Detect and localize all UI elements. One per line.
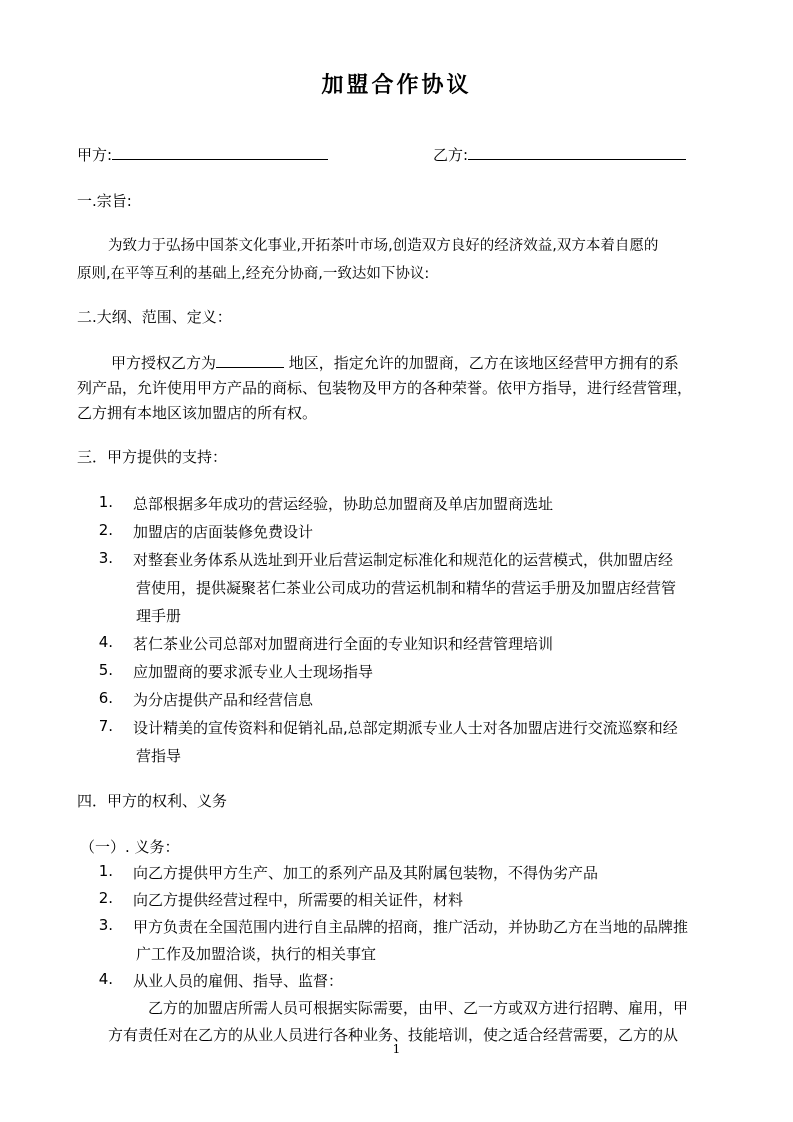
section-1-line: 原则,在平等互利的基础上,经充分协商,一致达如下协议: — [77, 266, 430, 282]
list-number: 7. — [98, 717, 113, 735]
page-number: 1 — [392, 1042, 401, 1056]
list-number: 4. — [98, 633, 113, 651]
list-number: 2. — [98, 521, 113, 539]
party-b-blank — [468, 145, 686, 160]
section-2-line — [111, 352, 679, 373]
list-number: 1. — [98, 493, 113, 511]
list-item: 甲方负责在全国范围内进行自主品牌的招商，推广活动，并协助乙方在当地的品牌推 — [133, 918, 689, 936]
section-2-heading: 二.大纲、范围、定义： — [77, 308, 232, 326]
list-item: 应加盟商的要求派专业人士现场指导 — [133, 663, 374, 681]
section-2-line: 乙方拥有本地区该加盟店的所有权。 — [77, 404, 318, 422]
list-item-continuation: 营指导 — [136, 747, 182, 765]
party-a-blank — [112, 145, 328, 160]
list-item-continuation: 理手册 — [136, 607, 182, 625]
list-number: 6. — [98, 689, 113, 707]
list-number: 5. — [98, 661, 113, 679]
region-blank — [216, 353, 284, 368]
party-a-label: 甲方: — [77, 146, 113, 164]
list-item: 总部根据多年成功的营运经验，协助总加盟商及单店加盟商选址 — [133, 495, 554, 513]
list-item: 向乙方提供经营过程中，所需要的相关证件，材料 — [133, 891, 464, 909]
list-item: 设计精美的宣传资料和促销礼品,总部定期派专业人士对各加盟店进行交流巡察和经 — [133, 719, 678, 737]
party-b-field — [433, 144, 686, 165]
paragraph-line: 方有责任对在乙方的从业人员进行各种业务、技能培训，使之适合经营需要，乙方的从 — [108, 1026, 679, 1044]
list-item: 向乙方提供甲方生产、加工的系列产品及其附属包装物，不得伪劣产品 — [133, 864, 599, 882]
list-number: 3. — [98, 916, 113, 934]
list-number: 4. — [98, 970, 113, 988]
list-item: 对整套业务体系从选址到开业后营运制定标准化和规范化的运营模式，供加盟店经 — [133, 551, 674, 569]
section-1-heading: 一.宗旨: — [77, 192, 132, 210]
section-2-line: 列产品，允许使用甲方产品的商标、包装物及甲方的各种荣誉。依甲方指导，进行经营管理， — [77, 379, 693, 397]
section-2-line-start: 甲方授权乙方为 — [111, 354, 217, 372]
party-a-field — [77, 144, 328, 165]
section-4-subheading: （一）. 义务： — [80, 838, 180, 856]
list-item-continuation: 广工作及加盟洽谈，执行的相关事宜 — [136, 945, 377, 963]
list-number: 2. — [98, 889, 113, 907]
section-3-heading: 三．甲方提供的支持： — [77, 448, 228, 466]
document-title: 加盟合作协议 — [321, 72, 472, 98]
party-b-label: 乙方: — [433, 146, 469, 164]
section-4-heading: 四．甲方的权利、义务 — [77, 792, 228, 810]
list-item: 茗仁茶业公司总部对加盟商进行全面的专业知识和经营管理培训 — [133, 635, 554, 653]
list-item: 为分店提供产品和经营信息 — [133, 691, 314, 709]
list-item: 加盟店的店面装修免费设计 — [133, 523, 314, 541]
list-number: 3. — [98, 549, 113, 567]
list-number: 1. — [98, 862, 113, 880]
list-item: 从业人员的雇佣、指导、监督： — [133, 972, 344, 990]
list-item-continuation: 营使用，提供凝聚茗仁茶业公司成功的营运机制和精华的营运手册及加盟店经营管 — [136, 579, 677, 597]
paragraph-line: 乙方的加盟店所需人员可根据实际需要，由甲、乙一方或双方进行招聘、雇用，甲 — [148, 999, 689, 1017]
section-1-line: 为致力于弘扬中国茶文化事业,开拓茶叶市场,创造双方良好的经济效益,双方本着自愿的 — [108, 238, 659, 254]
section-2-line-end: 地区，指定允许的加盟商，乙方在该地区经营甲方拥有的系 — [284, 354, 679, 372]
